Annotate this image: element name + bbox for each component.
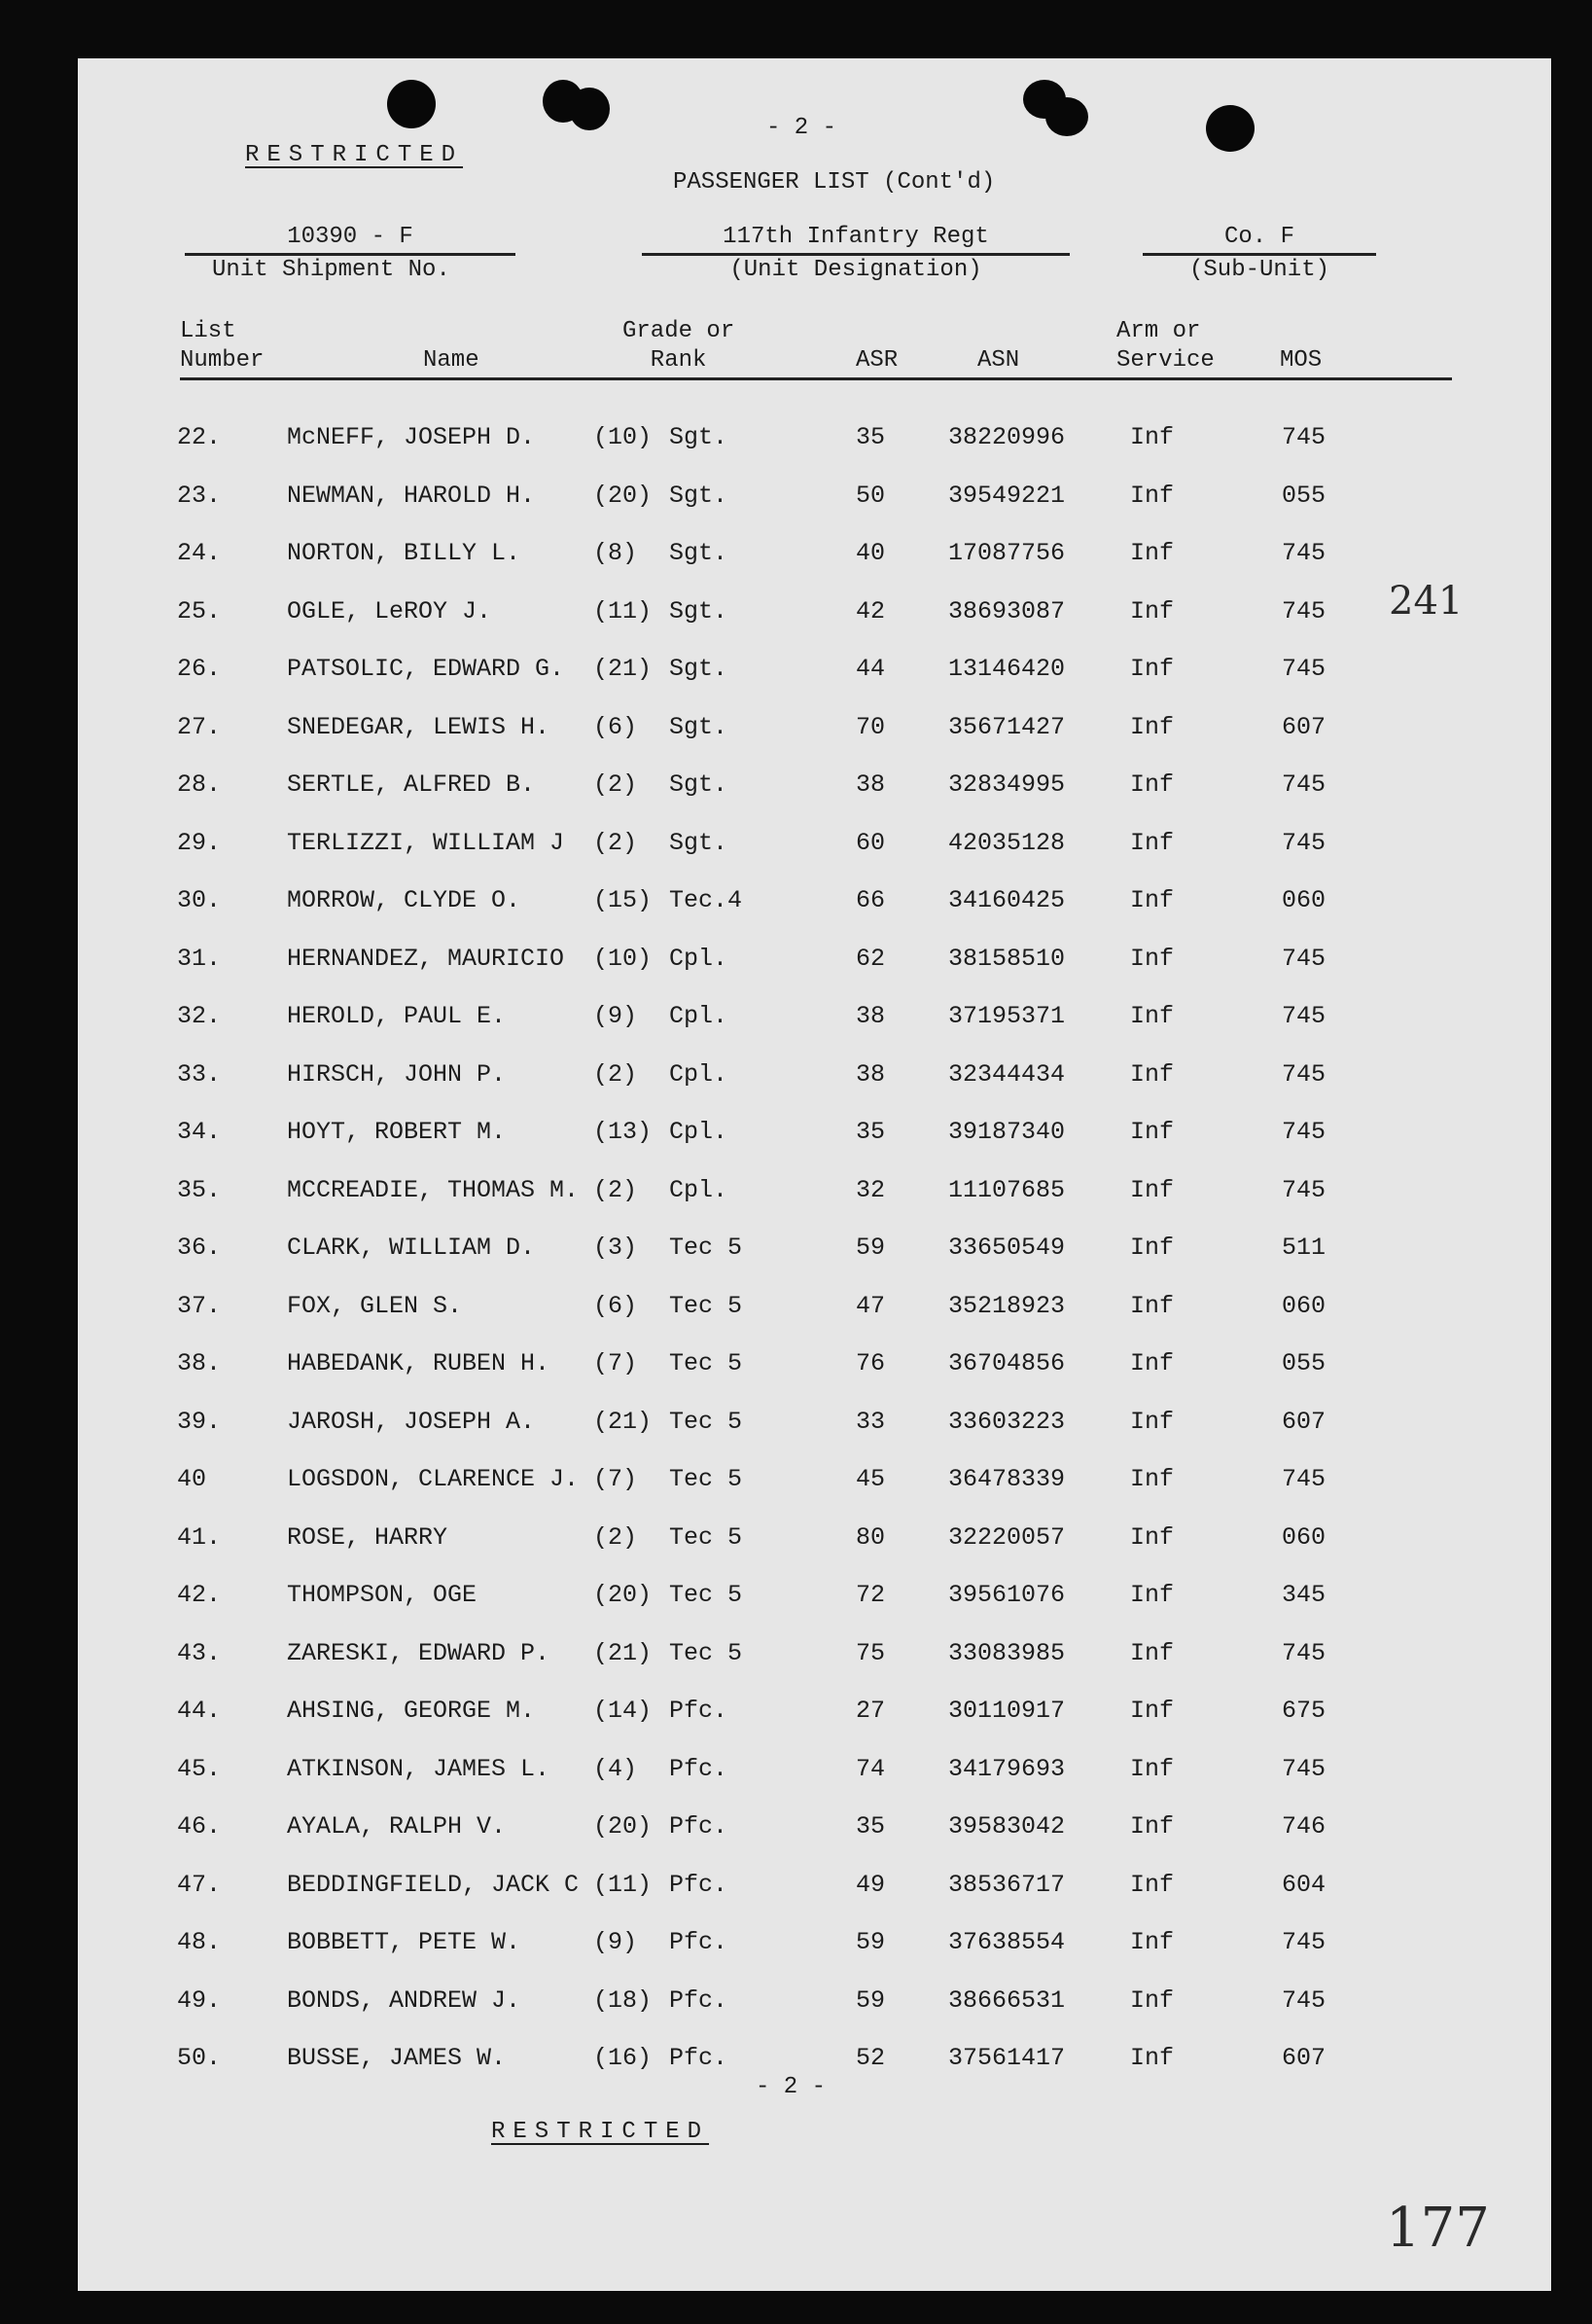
- cell-asn: 42035128: [948, 829, 1066, 857]
- cell-mos: 060: [1282, 886, 1327, 914]
- cell-mos: 745: [1282, 539, 1327, 567]
- cell-num: 23.: [177, 482, 222, 510]
- punch-hole: [1045, 97, 1088, 136]
- cell-asr: 75: [856, 1639, 886, 1667]
- cell-num: 45.: [177, 1755, 222, 1783]
- cell-rank: Cpl.: [669, 1118, 728, 1146]
- cell-asn: 35218923: [948, 1292, 1066, 1320]
- table-row: [78, 483, 1551, 522]
- cell-asn: 36478339: [948, 1465, 1066, 1493]
- cell-name: BEDDINGFIELD, JACK C: [287, 1871, 580, 1899]
- cell-rank: Tec 5: [669, 1408, 743, 1436]
- table-row: [78, 1294, 1551, 1333]
- cell-name: OGLE, LeROY J.: [287, 597, 492, 626]
- column-header-mos: MOS: [1280, 347, 1323, 374]
- cell-grade: (11): [593, 597, 653, 626]
- cell-asn: 39549221: [948, 482, 1066, 510]
- cell-asn: 33650549: [948, 1234, 1066, 1262]
- cell-num: 41.: [177, 1523, 222, 1552]
- cell-rank: Sgt.: [669, 770, 728, 799]
- cell-name: ZARESKI, EDWARD P.: [287, 1639, 550, 1667]
- cell-mos: 607: [1282, 2044, 1327, 2072]
- cell-arm: Inf: [1130, 713, 1175, 741]
- cell-rank: Pfc.: [669, 1871, 728, 1899]
- cell-arm: Inf: [1130, 1523, 1175, 1552]
- cell-num: 42.: [177, 1581, 222, 1609]
- table-row: [78, 541, 1551, 580]
- table-row: [78, 1583, 1551, 1622]
- cell-asn: 30110917: [948, 1697, 1066, 1725]
- cell-rank: Sgt.: [669, 597, 728, 626]
- table-row: [78, 1120, 1551, 1159]
- cell-mos: 745: [1282, 1928, 1327, 1956]
- shipment-number: 10390 - F: [287, 224, 413, 250]
- table-row: [78, 1988, 1551, 2027]
- table-row: [78, 1467, 1551, 1506]
- cell-num: 36.: [177, 1234, 222, 1262]
- cell-name: TERLIZZI, WILLIAM J: [287, 829, 565, 857]
- cell-asn: 38666531: [948, 1986, 1066, 2015]
- cell-name: BOBBETT, PETE W.: [287, 1928, 521, 1956]
- cell-name: CLARK, WILLIAM D.: [287, 1234, 536, 1262]
- cell-grade: (21): [593, 655, 653, 683]
- cell-grade: (7): [593, 1465, 638, 1493]
- table-row: [78, 1410, 1551, 1448]
- cell-grade: (2): [593, 1523, 638, 1552]
- cell-name: SERTLE, ALFRED B.: [287, 770, 536, 799]
- cell-grade: (20): [593, 482, 653, 510]
- cell-asr: 50: [856, 482, 886, 510]
- cell-rank: Sgt.: [669, 655, 728, 683]
- cell-name: HABEDANK, RUBEN H.: [287, 1349, 550, 1377]
- shipment-caption: Unit Shipment No.: [212, 257, 450, 283]
- cell-rank: Pfc.: [669, 1697, 728, 1725]
- cell-rank: Tec 5: [669, 1581, 743, 1609]
- cell-arm: Inf: [1130, 1697, 1175, 1725]
- cell-rank: Pfc.: [669, 1986, 728, 2015]
- cell-arm: Inf: [1130, 1408, 1175, 1436]
- table-row: [78, 1873, 1551, 1912]
- cell-grade: (18): [593, 1986, 653, 2015]
- cell-mos: 745: [1282, 1060, 1327, 1089]
- cell-asn: 33603223: [948, 1408, 1066, 1436]
- cell-grade: (2): [593, 1060, 638, 1089]
- cell-name: MORROW, CLYDE O.: [287, 886, 521, 914]
- page-number: - 2 -: [756, 2074, 827, 2100]
- table-row: [78, 657, 1551, 696]
- cell-num: 44.: [177, 1697, 222, 1725]
- cell-grade: (9): [593, 1928, 638, 1956]
- cell-num: 33.: [177, 1060, 222, 1089]
- cell-rank: Pfc.: [669, 1812, 728, 1841]
- cell-num: 37.: [177, 1292, 222, 1320]
- column-header-asn: ASN: [977, 347, 1020, 374]
- cell-asr: 59: [856, 1928, 886, 1956]
- cell-grade: (2): [593, 1176, 638, 1204]
- cell-grade: (20): [593, 1812, 653, 1841]
- cell-grade: (10): [593, 423, 653, 451]
- cell-asr: 60: [856, 829, 886, 857]
- cell-name: HIRSCH, JOHN P.: [287, 1060, 507, 1089]
- cell-rank: Cpl.: [669, 945, 728, 973]
- cell-name: AYALA, RALPH V.: [287, 1812, 507, 1841]
- subunit-rule: [1143, 253, 1376, 256]
- cell-arm: Inf: [1130, 1639, 1175, 1667]
- cell-name: FOX, GLEN S.: [287, 1292, 463, 1320]
- restricted-header: RESTRICTED: [245, 142, 464, 168]
- cell-asr: 35: [856, 1118, 886, 1146]
- cell-asn: 37638554: [948, 1928, 1066, 1956]
- cell-asr: 59: [856, 1986, 886, 2015]
- cell-arm: Inf: [1130, 829, 1175, 857]
- cell-name: ATKINSON, JAMES L.: [287, 1755, 550, 1783]
- cell-mos: 745: [1282, 1465, 1327, 1493]
- cell-mos: 055: [1282, 482, 1327, 510]
- cell-mos: 745: [1282, 1002, 1327, 1030]
- cell-rank: Tec 5: [669, 1523, 743, 1552]
- cell-asn: 38536717: [948, 1871, 1066, 1899]
- cell-mos: 745: [1282, 829, 1327, 857]
- cell-arm: Inf: [1130, 945, 1175, 973]
- cell-arm: Inf: [1130, 655, 1175, 683]
- cell-asr: 42: [856, 597, 886, 626]
- cell-num: 26.: [177, 655, 222, 683]
- column-header-name: Name: [423, 347, 479, 374]
- cell-asr: 70: [856, 713, 886, 741]
- cell-mos: 745: [1282, 1639, 1327, 1667]
- cell-mos: 745: [1282, 655, 1327, 683]
- table-row: [78, 1525, 1551, 1564]
- cell-num: 25.: [177, 597, 222, 626]
- cell-num: 39.: [177, 1408, 222, 1436]
- cell-arm: Inf: [1130, 1871, 1175, 1899]
- cell-grade: (20): [593, 1581, 653, 1609]
- cell-asr: 49: [856, 1871, 886, 1899]
- cell-num: 24.: [177, 539, 222, 567]
- cell-num: 40: [177, 1465, 207, 1493]
- cell-asn: 37195371: [948, 1002, 1066, 1030]
- cell-rank: Tec 5: [669, 1465, 743, 1493]
- cell-asn: 11107685: [948, 1176, 1066, 1204]
- cell-grade: (10): [593, 945, 653, 973]
- cell-asr: 40: [856, 539, 886, 567]
- cell-grade: (6): [593, 1292, 638, 1320]
- cell-mos: 604: [1282, 1871, 1327, 1899]
- cell-name: BUSSE, JAMES W.: [287, 2044, 507, 2072]
- cell-asn: 32220057: [948, 1523, 1066, 1552]
- cell-arm: Inf: [1130, 1349, 1175, 1377]
- cell-rank: Tec 5: [669, 1349, 743, 1377]
- cell-rank: Tec 5: [669, 1292, 743, 1320]
- cell-asn: 39187340: [948, 1118, 1066, 1146]
- cell-rank: Sgt.: [669, 482, 728, 510]
- cell-arm: Inf: [1130, 1755, 1175, 1783]
- cell-asr: 32: [856, 1176, 886, 1204]
- cell-mos: 745: [1282, 770, 1327, 799]
- cell-asr: 66: [856, 886, 886, 914]
- column-header-asr: ASR: [856, 347, 899, 374]
- shipment-rule: [185, 253, 515, 256]
- table-row: [78, 947, 1551, 985]
- handwritten-page-number: 177: [1386, 2197, 1490, 2260]
- handwritten-side-number: 241: [1389, 579, 1464, 624]
- cell-name: NORTON, BILLY L.: [287, 539, 521, 567]
- cell-name: McNEFF, JOSEPH D.: [287, 423, 536, 451]
- cell-arm: Inf: [1130, 1002, 1175, 1030]
- cell-asr: 38: [856, 1060, 886, 1089]
- cell-asn: 38220996: [948, 423, 1066, 451]
- cell-rank: Cpl.: [669, 1002, 728, 1030]
- cell-asr: 38: [856, 1002, 886, 1030]
- table-row: [78, 1351, 1551, 1390]
- cell-name: NEWMAN, HAROLD H.: [287, 482, 536, 510]
- unit-caption: (Unit Designation): [729, 257, 982, 283]
- cell-grade: (6): [593, 713, 638, 741]
- cell-asr: 52: [856, 2044, 886, 2072]
- cell-asr: 80: [856, 1523, 886, 1552]
- cell-num: 48.: [177, 1928, 222, 1956]
- cell-num: 28.: [177, 770, 222, 799]
- cell-num: 22.: [177, 423, 222, 451]
- cell-asn: 36704856: [948, 1349, 1066, 1377]
- document-title: PASSENGER LIST (Cont'd): [673, 169, 996, 196]
- cell-mos: 055: [1282, 1349, 1327, 1377]
- cell-num: 49.: [177, 1986, 222, 2015]
- cell-num: 35.: [177, 1176, 222, 1204]
- cell-rank: Tec.4: [669, 886, 743, 914]
- column-header-grade: Grade or Rank: [622, 318, 735, 374]
- cell-name: SNEDEGAR, LEWIS H.: [287, 713, 550, 741]
- cell-asn: 32834995: [948, 770, 1066, 799]
- cell-mos: 746: [1282, 1812, 1327, 1841]
- cell-num: 34.: [177, 1118, 222, 1146]
- table-row: [78, 1698, 1551, 1737]
- cell-asn: 39583042: [948, 1812, 1066, 1841]
- cell-name: HEROLD, PAUL E.: [287, 1002, 507, 1030]
- cell-asr: 44: [856, 655, 886, 683]
- cell-asr: 47: [856, 1292, 886, 1320]
- cell-arm: Inf: [1130, 423, 1175, 451]
- cell-rank: Cpl.: [669, 1060, 728, 1089]
- cell-rank: Sgt.: [669, 829, 728, 857]
- cell-name: MCCREADIE, THOMAS M.: [287, 1176, 580, 1204]
- cell-name: BONDS, ANDREW J.: [287, 1986, 521, 2015]
- cell-rank: Tec 5: [669, 1234, 743, 1262]
- cell-rank: Pfc.: [669, 2044, 728, 2072]
- cell-rank: Sgt.: [669, 713, 728, 741]
- cell-grade: (2): [593, 770, 638, 799]
- cell-arm: Inf: [1130, 1812, 1175, 1841]
- cell-num: 31.: [177, 945, 222, 973]
- cell-name: JAROSH, JOSEPH A.: [287, 1408, 536, 1436]
- cell-name: THOMPSON, OGE: [287, 1581, 478, 1609]
- table-row: [78, 1004, 1551, 1043]
- cell-grade: (3): [593, 1234, 638, 1262]
- cell-rank: Pfc.: [669, 1755, 728, 1783]
- table-row: [78, 888, 1551, 927]
- cell-asr: 76: [856, 1349, 886, 1377]
- cell-mos: 060: [1282, 1523, 1327, 1552]
- cell-num: 43.: [177, 1639, 222, 1667]
- cell-asr: 45: [856, 1465, 886, 1493]
- cell-arm: Inf: [1130, 1292, 1175, 1320]
- cell-arm: Inf: [1130, 539, 1175, 567]
- document-page: [78, 58, 1551, 2291]
- cell-grade: (21): [593, 1408, 653, 1436]
- cell-grade: (14): [593, 1697, 653, 1725]
- sub-unit: Co. F: [1223, 224, 1294, 250]
- cell-asr: 33: [856, 1408, 886, 1436]
- cell-grade: (13): [593, 1118, 653, 1146]
- cell-asr: 59: [856, 1234, 886, 1262]
- cell-num: 27.: [177, 713, 222, 741]
- cell-asn: 13146420: [948, 655, 1066, 683]
- punch-hole: [569, 88, 610, 130]
- table-row: [78, 1178, 1551, 1217]
- punch-hole: [387, 80, 436, 128]
- cell-rank: Cpl.: [669, 1176, 728, 1204]
- cell-asn: 38158510: [948, 945, 1066, 973]
- cell-asn: 33083985: [948, 1639, 1066, 1667]
- cell-mos: 060: [1282, 1292, 1327, 1320]
- cell-rank: Sgt.: [669, 423, 728, 451]
- cell-grade: (15): [593, 886, 653, 914]
- cell-name: LOGSDON, CLARENCE J.: [287, 1465, 580, 1493]
- cell-arm: Inf: [1130, 886, 1175, 914]
- cell-rank: Sgt.: [669, 539, 728, 567]
- cell-asn: 37561417: [948, 2044, 1066, 2072]
- cell-grade: (7): [593, 1349, 638, 1377]
- unit-designation: 117th Infantry Regt: [723, 224, 989, 250]
- cell-mos: 745: [1282, 945, 1327, 973]
- cell-grade: (11): [593, 1871, 653, 1899]
- cell-arm: Inf: [1130, 2044, 1175, 2072]
- table-row: [78, 425, 1551, 464]
- cell-grade: (21): [593, 1639, 653, 1667]
- cell-asn: 17087756: [948, 539, 1066, 567]
- column-header-arm: Arm or Service: [1116, 318, 1215, 374]
- table-row: [78, 1235, 1551, 1274]
- cell-rank: Pfc.: [669, 1928, 728, 1956]
- cell-mos: 745: [1282, 1176, 1327, 1204]
- cell-arm: Inf: [1130, 1928, 1175, 1956]
- cell-num: 46.: [177, 1812, 222, 1841]
- cell-mos: 675: [1282, 1697, 1327, 1725]
- cell-asr: 72: [856, 1581, 886, 1609]
- cell-name: PATSOLIC, EDWARD G.: [287, 655, 565, 683]
- cell-mos: 607: [1282, 1408, 1327, 1436]
- cell-rank: Tec 5: [669, 1639, 743, 1667]
- cell-name: HERNANDEZ, MAURICIO: [287, 945, 565, 973]
- table-row: [78, 1930, 1551, 1969]
- unit-rule: [642, 253, 1070, 256]
- cell-grade: (16): [593, 2044, 653, 2072]
- cell-mos: 745: [1282, 1118, 1327, 1146]
- cell-mos: 745: [1282, 423, 1327, 451]
- table-row: [78, 772, 1551, 811]
- cell-arm: Inf: [1130, 1234, 1175, 1262]
- cell-grade: (8): [593, 539, 638, 567]
- cell-num: 38.: [177, 1349, 222, 1377]
- cell-mos: 745: [1282, 597, 1327, 626]
- column-header-list-number: List Number: [180, 318, 265, 374]
- cell-mos: 511: [1282, 1234, 1327, 1262]
- cell-mos: 345: [1282, 1581, 1327, 1609]
- cell-name: HOYT, ROBERT M.: [287, 1118, 507, 1146]
- punch-hole: [1206, 105, 1255, 152]
- subunit-caption: (Sub-Unit): [1188, 257, 1330, 283]
- page-marker: - 2 -: [766, 115, 837, 141]
- cell-num: 50.: [177, 2044, 222, 2072]
- table-row: [78, 831, 1551, 870]
- cell-name: AHSING, GEORGE M.: [287, 1697, 536, 1725]
- cell-num: 30.: [177, 886, 222, 914]
- cell-arm: Inf: [1130, 1986, 1175, 2015]
- cell-grade: (2): [593, 829, 638, 857]
- cell-arm: Inf: [1130, 1118, 1175, 1146]
- cell-arm: Inf: [1130, 770, 1175, 799]
- table-row: [78, 715, 1551, 754]
- cell-asn: 34160425: [948, 886, 1066, 914]
- cell-mos: 607: [1282, 713, 1327, 741]
- cell-asn: 34179693: [948, 1755, 1066, 1783]
- cell-mos: 745: [1282, 1755, 1327, 1783]
- cell-asr: 35: [856, 1812, 886, 1841]
- cell-num: 29.: [177, 829, 222, 857]
- table-row: [78, 599, 1551, 638]
- cell-asr: 74: [856, 1755, 886, 1783]
- cell-arm: Inf: [1130, 1176, 1175, 1204]
- table-row: [78, 1062, 1551, 1101]
- cell-grade: (4): [593, 1755, 638, 1783]
- cell-asn: 38693087: [948, 597, 1066, 626]
- cell-mos: 745: [1282, 1986, 1327, 2015]
- cell-name: ROSE, HARRY: [287, 1523, 448, 1552]
- cell-arm: Inf: [1130, 482, 1175, 510]
- cell-num: 32.: [177, 1002, 222, 1030]
- cell-arm: Inf: [1130, 1581, 1175, 1609]
- table-row: [78, 1757, 1551, 1796]
- table-row: [78, 1814, 1551, 1853]
- header-rule: [180, 377, 1452, 380]
- cell-asr: 62: [856, 945, 886, 973]
- cell-num: 47.: [177, 1871, 222, 1899]
- cell-asr: 35: [856, 423, 886, 451]
- cell-arm: Inf: [1130, 597, 1175, 626]
- cell-asn: 39561076: [948, 1581, 1066, 1609]
- cell-asn: 32344434: [948, 1060, 1066, 1089]
- restricted-footer: RESTRICTED: [491, 2119, 710, 2145]
- cell-asr: 27: [856, 1697, 886, 1725]
- table-row: [78, 1641, 1551, 1680]
- cell-asr: 38: [856, 770, 886, 799]
- cell-grade: (9): [593, 1002, 638, 1030]
- cell-arm: Inf: [1130, 1060, 1175, 1089]
- cell-arm: Inf: [1130, 1465, 1175, 1493]
- cell-asn: 35671427: [948, 713, 1066, 741]
